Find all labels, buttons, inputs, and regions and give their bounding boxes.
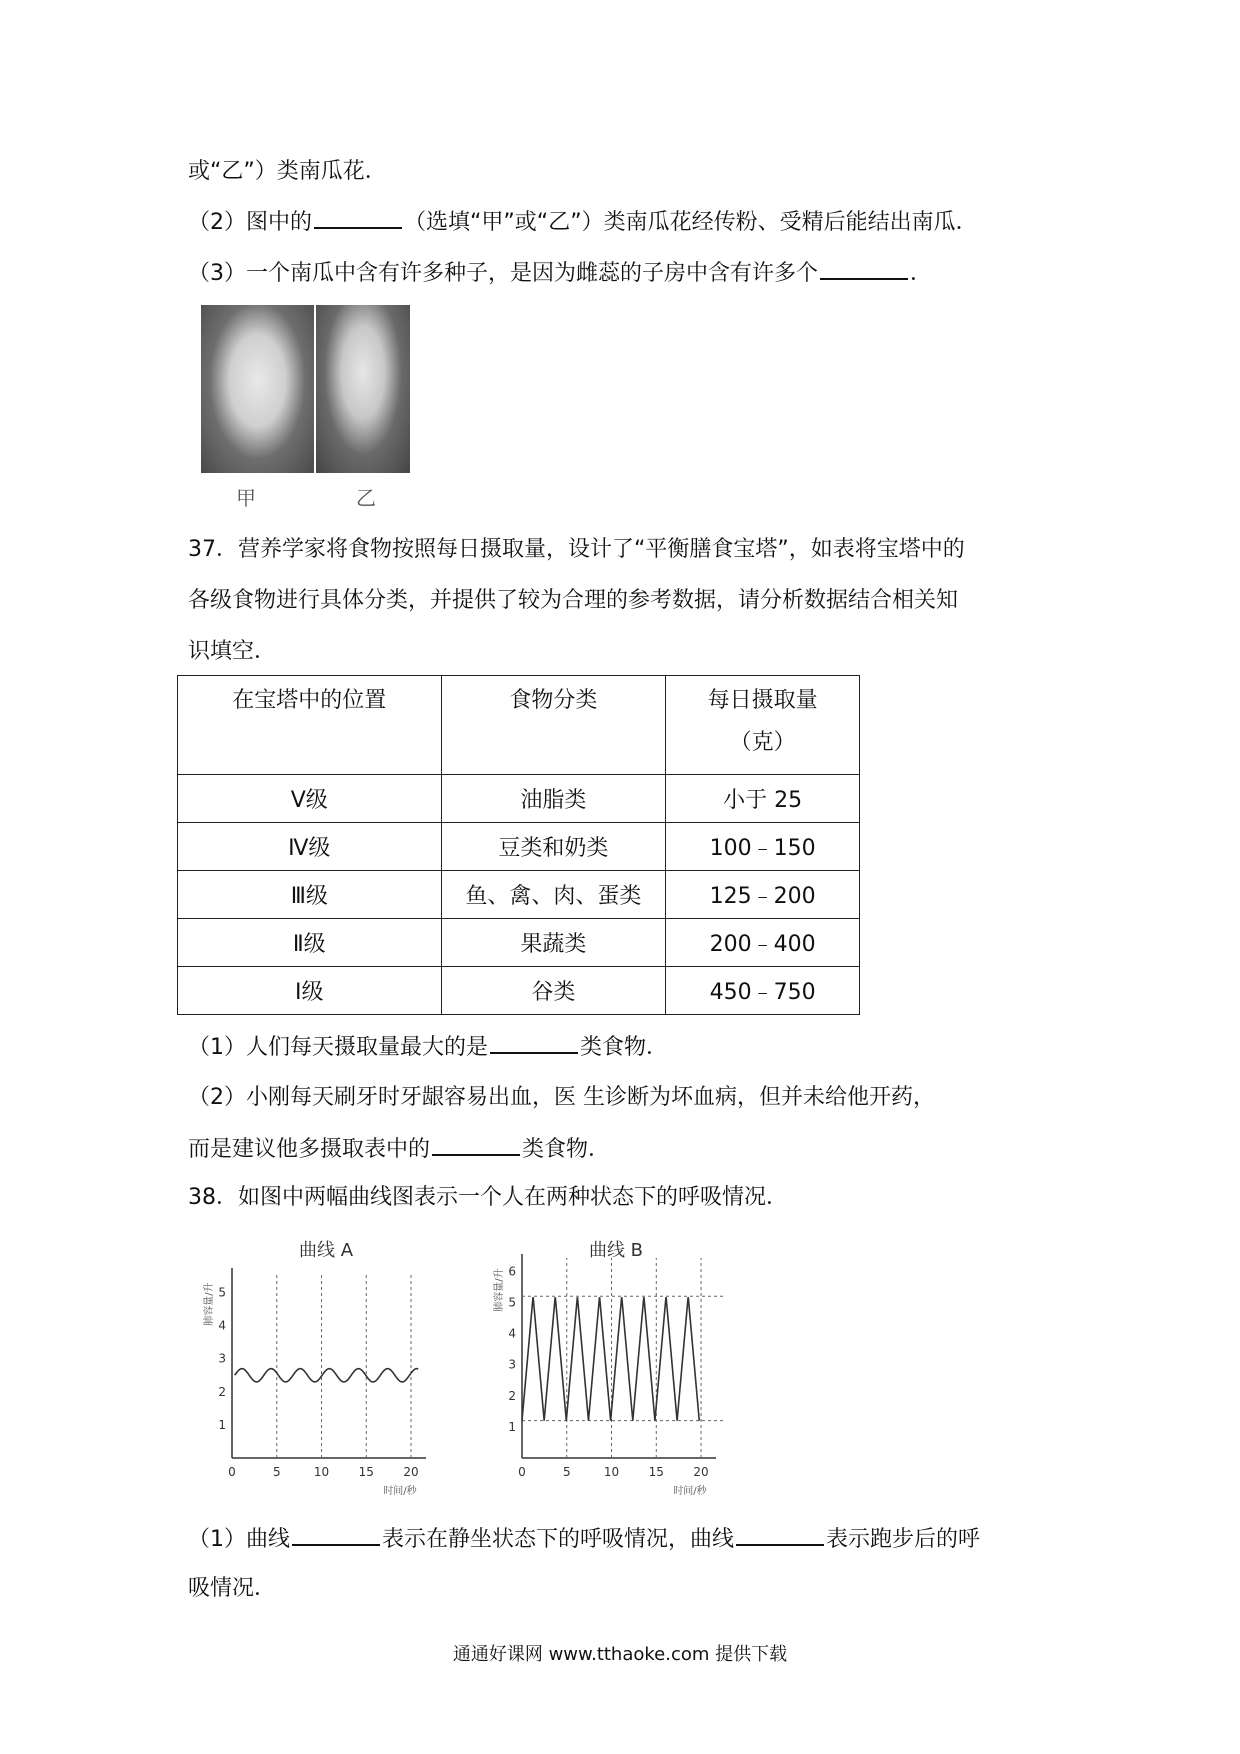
table-row [178,823,860,871]
answer-blank[interactable] [490,1032,578,1054]
table-cell-amount: 200﹣400 [666,919,860,967]
table-cell-level: Ⅲ级 [178,871,442,919]
y-tick-label: 3 [218,1351,226,1366]
answer-blank[interactable] [820,258,908,280]
table-cell-amount: 小于 25 [666,775,860,823]
header-food-category: 食物分类 [441,676,666,775]
sub-question-38-1-line-1: （1）曲线 表示在静坐状态下的呼吸情况，曲线 表示跑步后的呼 [188,1524,980,1555]
y-tick-label: 1 [218,1417,226,1432]
table-cell-amount: 450﹣750 [666,967,860,1015]
table-cell-level: Ⅱ级 [178,919,442,967]
table-cell-food: 鱼、禽、肉、蛋类 [441,871,666,919]
y-tick-label: 4 [218,1318,226,1333]
photo-label-yi: 乙 [356,486,376,510]
x-tick-label: 10 [313,1465,330,1479]
table-cell-level: Ⅴ级 [178,775,442,823]
x-tick-label: 15 [648,1465,664,1479]
answer-blank[interactable] [314,207,402,229]
question-37-line-2: 各级食物进行具体分类，并提供了较为合理的参考数据，请分析数据结合相关知 [188,588,959,613]
table-cell-food: 谷类 [441,967,666,1015]
y-tick-label: 5 [508,1295,516,1310]
x-axis-label: 时间/秒 [383,1486,417,1497]
y-axis-label: 肺容量/升 [204,1282,215,1326]
table-header-row [178,676,860,775]
text-line-2: （2）图中的 （选填“甲”或“乙”）类南瓜花经传粉、受精后能结出南瓜． [188,207,978,238]
y-tick-label: 1 [508,1419,516,1434]
answer-blank[interactable] [736,1524,824,1546]
table-cell-food: 豆类和奶类 [441,823,666,871]
breathing-curve [235,1369,419,1382]
curve-a-chart [190,1228,450,1498]
table-cell-food: 果蔬类 [441,919,666,967]
x-tick-label: 15 [358,1465,374,1479]
table-row [178,871,860,919]
answer-blank[interactable] [292,1524,380,1546]
table-cell-level: Ⅳ级 [178,823,442,871]
breathing-curve [522,1298,699,1421]
y-tick-label: 2 [218,1384,226,1399]
x-tick-label: 5 [272,1465,281,1479]
table-row [178,919,860,967]
question-37-line-3: 识填空． [188,639,277,664]
question-38: 38．如图中两幅曲线图表示一个人在两种状态下的呼吸情况． [188,1185,788,1210]
table-row [178,967,860,1015]
sub-question-2-line-1: （2）小刚每天刷牙时牙龈容易出血，医 生诊断为坏血病，但并未给他开药， [188,1085,935,1110]
x-tick-label: 20 [403,1465,419,1479]
chart-title: 曲线 B [588,1240,644,1261]
table-row [178,775,860,823]
x-tick-label: 0 [518,1465,526,1479]
x-axis-label: 时间/秒 [673,1486,707,1497]
chart-title: 曲线 A [298,1240,354,1261]
y-tick-label: 5 [218,1285,226,1300]
y-axis-label: 肺容量/升 [494,1268,505,1312]
y-tick-label: 6 [508,1264,516,1279]
x-tick-label: 10 [603,1465,620,1479]
x-tick-label: 5 [562,1465,571,1479]
text-line-1: 或“乙”）类南瓜花． [188,159,387,184]
table-cell-food: 油脂类 [441,775,666,823]
photo-label-jia: 甲 [236,486,256,510]
x-tick-label: 20 [693,1465,709,1479]
x-tick-label: 0 [228,1465,236,1479]
table-cell-amount: 125﹣200 [666,871,860,919]
food-pyramid-table [177,675,860,1015]
table-cell-level: Ⅰ级 [178,967,442,1015]
flower-photo-jia [201,305,314,473]
question-37-line-1: 37．营养学家将食物按照每日摄取量，设计了“平衡膳食宝塔”，如表将宝塔中的 [188,537,965,562]
curve-b-chart [480,1228,760,1498]
table-cell-amount: 100﹣150 [666,823,860,871]
footer: 通通好课网 www.tthaoke.com 提供下载 [452,1644,788,1665]
y-tick-label: 2 [508,1388,516,1403]
header-daily-intake: 每日摄取量 （克） [666,676,860,775]
sub-question-38-1-line-2: 吸情况． [188,1576,277,1601]
sub-question-2-line-2: 而是建议他多摄取表中的 类食物． [188,1134,610,1165]
header-position: 在宝塔中的位置 [178,676,442,775]
text-line-3: （3）一个南瓜中含有许多种子，是因为雌蕊的子房中含有许多个 ． [188,258,932,289]
answer-blank[interactable] [432,1134,520,1156]
y-tick-label: 3 [508,1357,516,1372]
sub-question-1: （1）人们每天摄取量最大的是 类食物． [188,1032,668,1063]
flower-photo-yi [316,305,410,473]
y-tick-label: 4 [508,1326,516,1341]
